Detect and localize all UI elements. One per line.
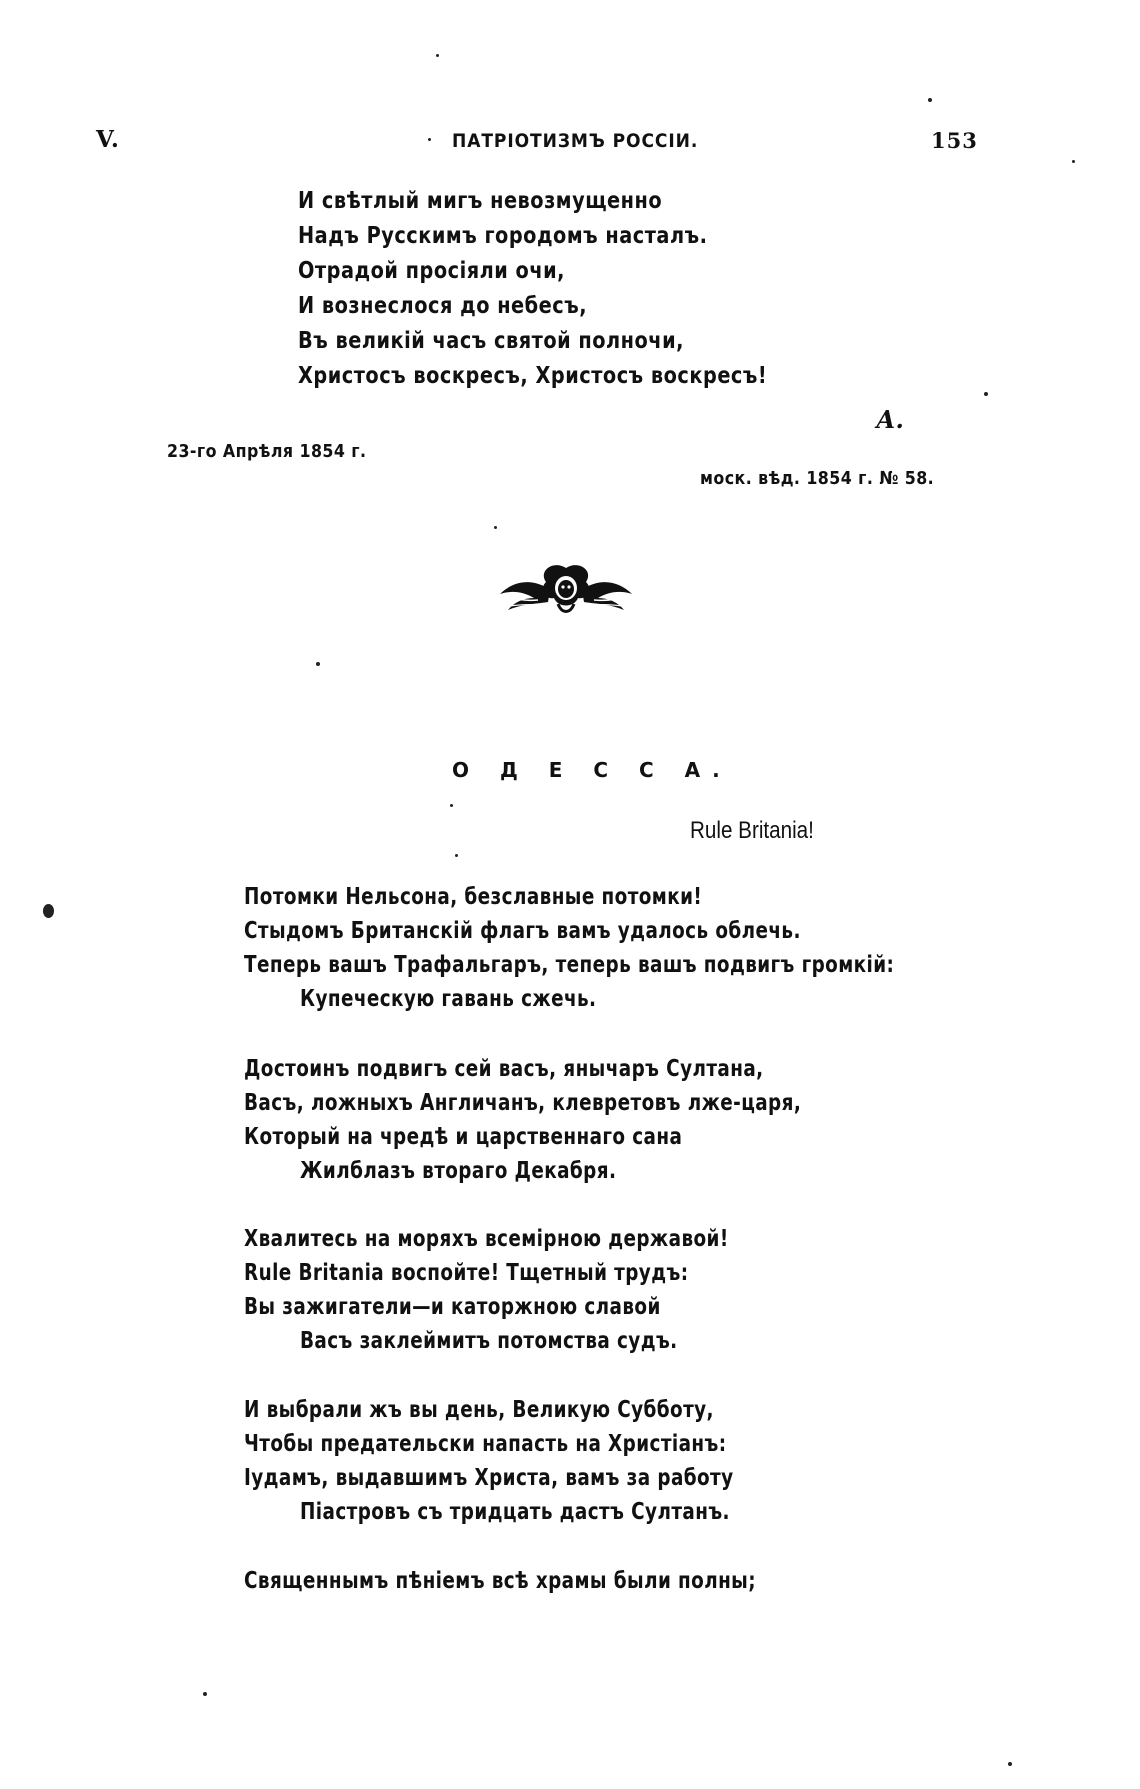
scan-speck: [203, 1692, 207, 1696]
verse-line: Потомки Нельсона, безславные потомки!: [244, 884, 703, 910]
scan-speck: [450, 804, 453, 807]
verse-line: Теперь вашъ Трафальгаръ, теперь вашъ подвигъ громкій:: [244, 952, 895, 978]
verse-line: Жилблазъ втораго Декабря.: [300, 1158, 617, 1184]
scan-speck: [316, 662, 320, 666]
verse-line: Священнымъ пѣніемъ всѣ храмы были полны;: [244, 1568, 756, 1594]
scan-speck: [1072, 160, 1075, 163]
verse-line: Въ великій часъ святой полночи,: [298, 328, 684, 354]
verse-line: И вознеслося до небесъ,: [298, 293, 588, 319]
stanza: [244, 880, 894, 1016]
verse-line: Вы зажигатели—и каторжною славой: [244, 1294, 661, 1320]
verse-line: Христосъ воскресъ, Христосъ воскресъ!: [298, 363, 768, 389]
stanza: [244, 1222, 729, 1358]
scan-speck: [1008, 1762, 1012, 1766]
running-title: ПАТРІОТИЗМЪ РОССІИ.: [452, 130, 699, 152]
verse-line: И выбрали жъ вы день, Великую Субботу,: [244, 1397, 714, 1423]
poem-title: О Д Е С С А.: [452, 758, 732, 782]
verse-line: Хвалитесь на моряхъ всемірною державой!: [244, 1226, 729, 1252]
verse-line: Васъ заклеймитъ потомства судъ.: [300, 1328, 678, 1354]
verse-line: Надъ Русскимъ городомъ насталъ.: [298, 223, 708, 249]
scan-speck: [928, 98, 932, 102]
author-signature: А.: [876, 405, 904, 434]
scan-speck: [455, 854, 458, 857]
scan-speck: [428, 138, 431, 141]
stanza: [244, 1052, 801, 1188]
verse-line: Піастровъ съ тридцать дастъ Султанъ.: [300, 1499, 730, 1525]
source-citation: моск. вѣд. 1854 г. № 58.: [700, 468, 935, 489]
verse-line: Rule Britania воспойте! Тщетный трудъ:: [244, 1260, 689, 1286]
verse-line: Васъ, ложныхъ Англичанъ, клевретовъ лже-царя,: [244, 1090, 802, 1116]
scan-speck: [984, 392, 988, 396]
verse-line: Отрадой просіяли очи,: [298, 258, 565, 284]
poem-date: 23-го Апрѣля 1854 г.: [167, 441, 367, 462]
scan-speck: [43, 904, 54, 918]
verse-line: Чтобы предательски напасть на Христіанъ:: [244, 1431, 727, 1457]
verse-line: Достоинъ подвигъ сей васъ, янычаръ Султана,: [244, 1056, 764, 1082]
verse-line: И свѣтлый мигъ невозмущенно: [298, 188, 663, 214]
scan-speck: [494, 526, 497, 529]
stanza: [244, 1564, 756, 1598]
stanza: [244, 1393, 734, 1529]
cherub-vignette-icon: [494, 560, 638, 630]
scan-speck: [436, 54, 439, 57]
section-mark: V.: [96, 126, 120, 153]
verse-line: Купеческую гавань сжечь.: [300, 986, 597, 1012]
poem-end-lines: [298, 184, 767, 394]
page-number: 153: [931, 128, 978, 153]
verse-line: Который на чредѣ и царственнаго сана: [244, 1124, 683, 1150]
verse-line: Іудамъ, выдавшимъ Христа, вамъ за работу: [244, 1465, 734, 1491]
verse-line: Стыдомъ Британскій флагъ вамъ удалось облечь.: [244, 918, 801, 944]
poem-epigraph: Rule Britania!: [690, 817, 814, 844]
